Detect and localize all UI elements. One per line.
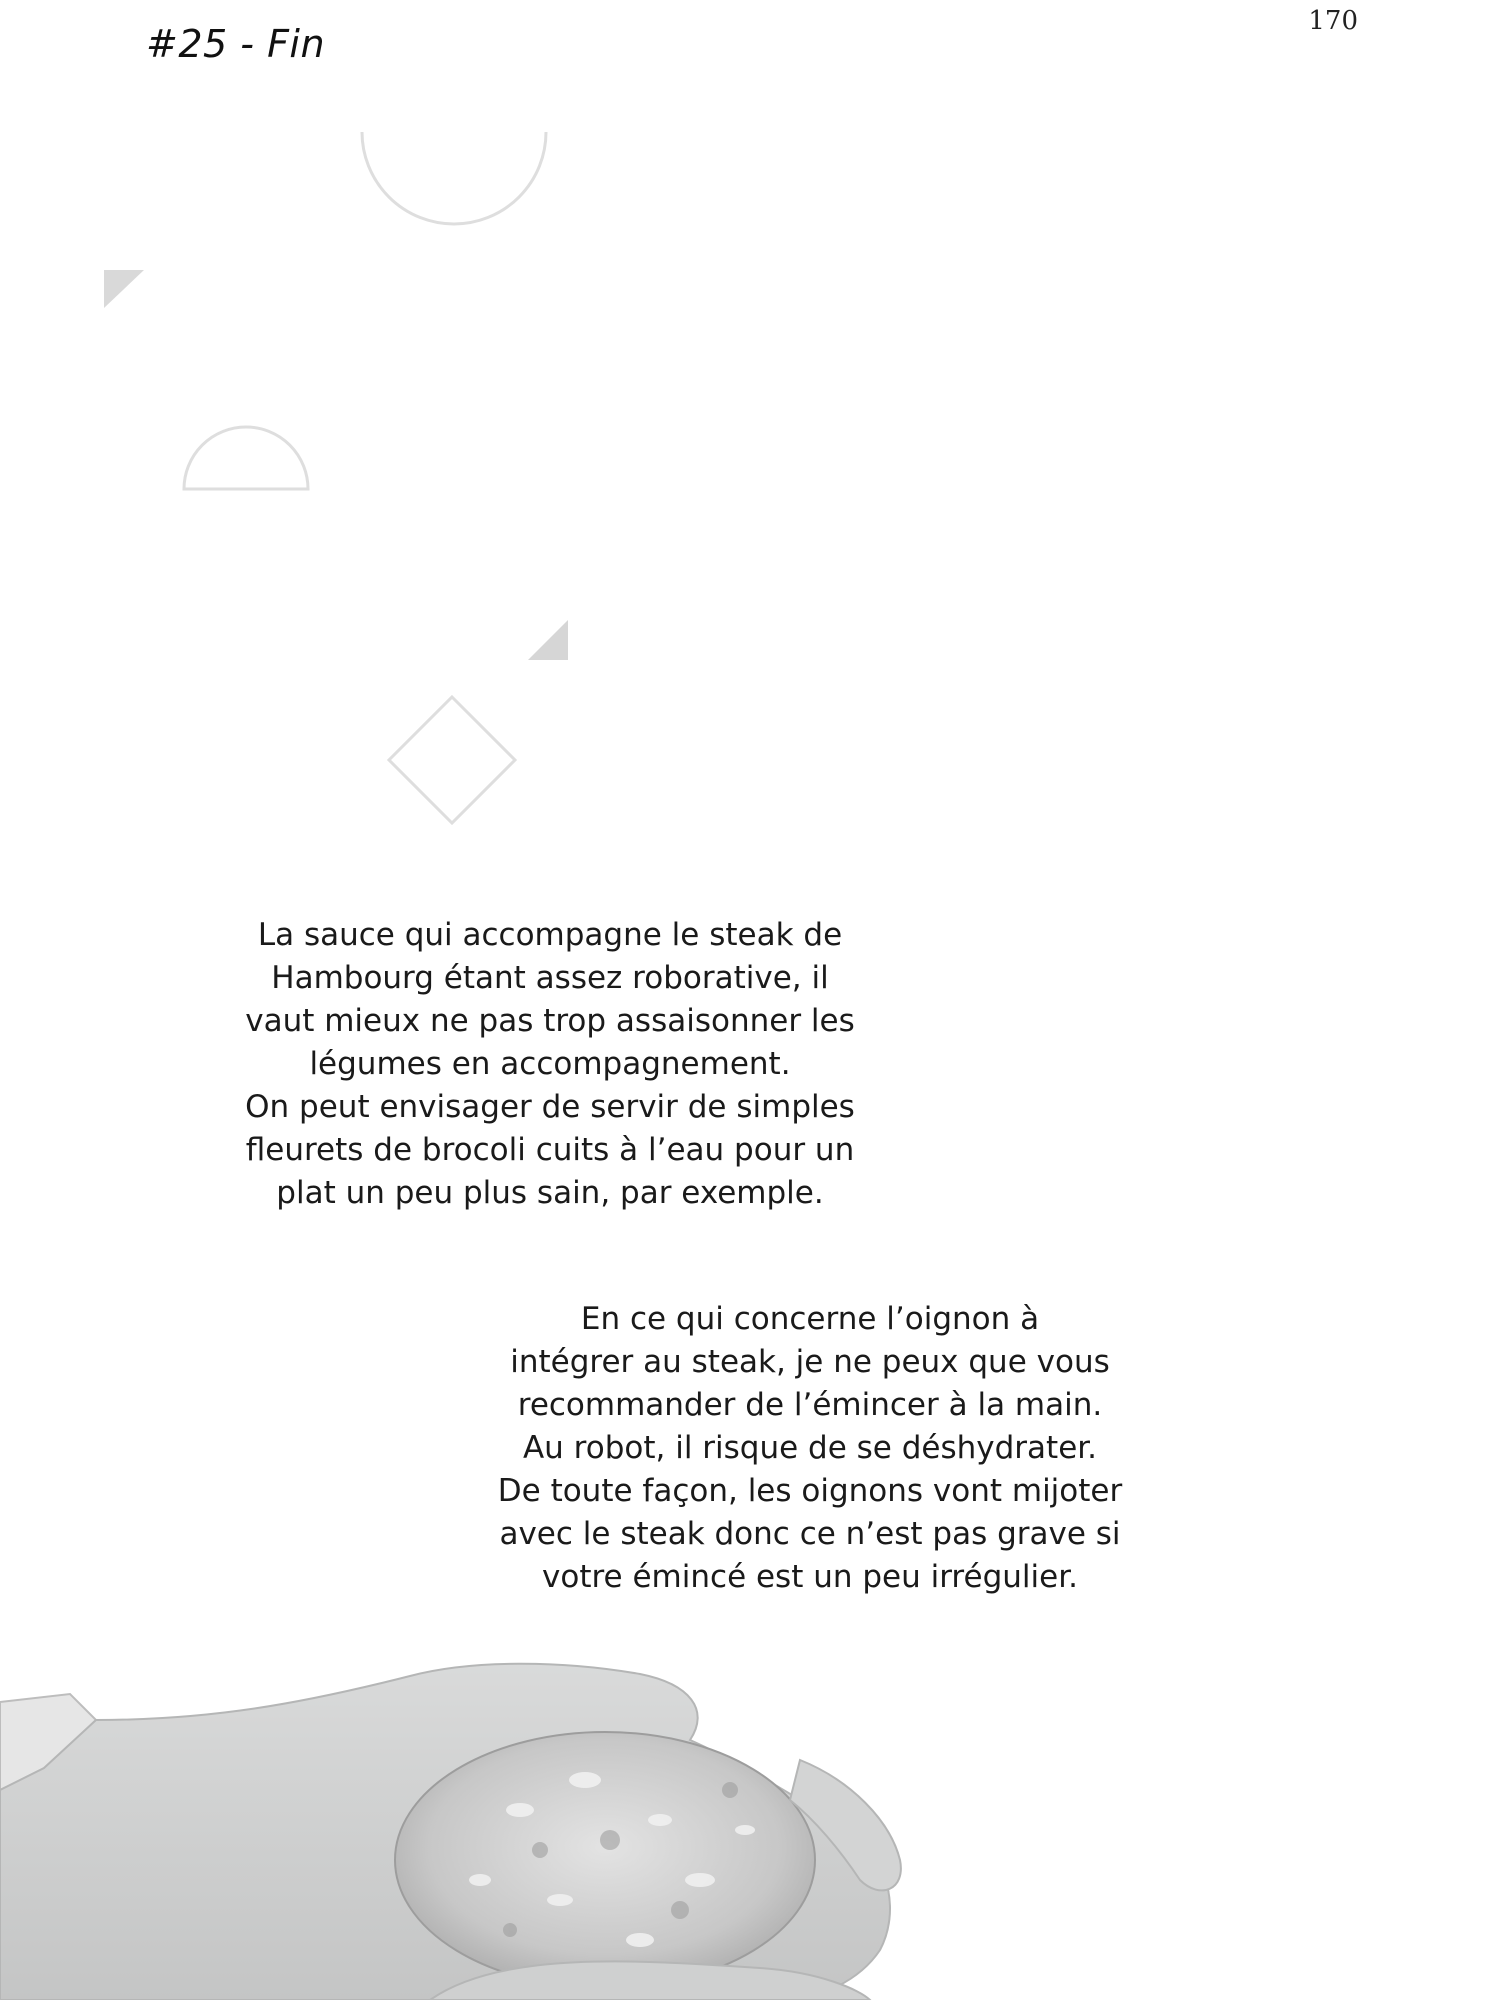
triangle-shape [104,270,144,308]
triangle-shape [528,620,568,660]
decorative-shapes [0,0,1500,900]
arc-shape [362,132,546,224]
diamond-shape [389,697,515,823]
steak-shape [395,1732,815,1988]
page-number: 170 [1308,6,1358,36]
body-paragraph: La sauce qui accompagne le steak de Hambourg étant assez roborative, il vaut mieux ne pas trop assaisonner les légumes en accompagnement. On peut envisager de servir de simples fleurets de brocoli cuits à l’eau pour un plat un peu plus sain, par exemple. [245,917,855,1211]
body-paragraph: En ce qui concerne l’oignon à intégrer au steak, je ne peux que vous recommander de l’émincer à la main. Au robot, il risque de se déshydrater. De toute façon, les oignons vont mijoter avec le steak donc ce n’est pas grave si votre émincé est un peu irrégulier. [497,1301,1123,1595]
half-circle-shape [184,427,308,489]
section-title: #25 - Fin [146,22,326,66]
hands-with-steak-photo [0,1650,920,2000]
